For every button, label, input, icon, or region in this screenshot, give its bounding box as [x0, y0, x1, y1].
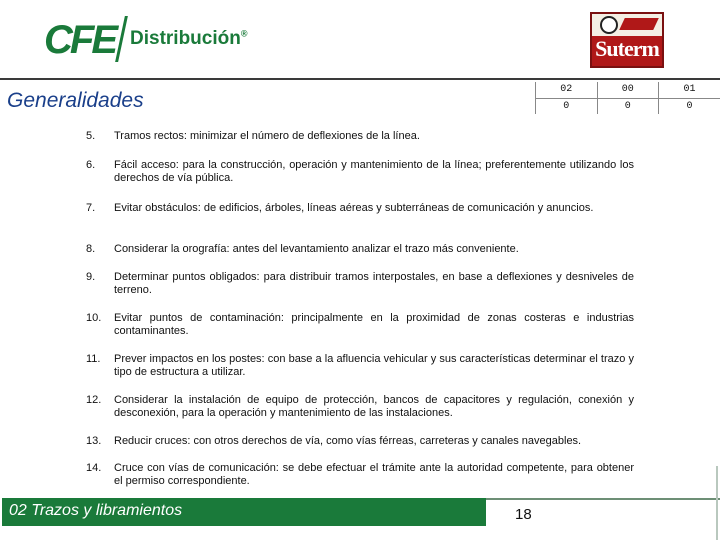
suterm-logo [590, 12, 664, 68]
revision-cell: 00 [597, 82, 659, 98]
lightning-bolt-icon [619, 18, 659, 30]
page-title: Generalidades [7, 89, 144, 112]
registered-mark: ® [240, 28, 248, 39]
list-item [86, 130, 634, 143]
item-number: 7. [86, 202, 96, 214]
cfe-logo-mark: CFE [44, 18, 115, 62]
revision-cell: 0 [597, 98, 659, 114]
revision-table [535, 82, 720, 114]
item-number: 13. [86, 435, 102, 447]
logo-divider [115, 16, 128, 62]
item-text: Fácil acceso: para la construcción, operación y mantenimiento de la línea; preferentemente utilizando los derechos de vía pública. [114, 159, 634, 184]
logo-subtitle-text: Distribución [130, 28, 241, 49]
item-number: 11. [86, 353, 101, 365]
logo-subtitle [130, 28, 247, 50]
revision-cell: 0 [659, 98, 720, 114]
item-text: Evitar obstáculos: de edificios, árboles, líneas aéreas y subterráneas de comunicación y anuncios. [114, 202, 594, 214]
item-number: 9. [86, 271, 96, 283]
item-number: 12. [86, 394, 102, 406]
item-number: 10. [86, 312, 102, 324]
list-item [86, 159, 634, 185]
list-item [86, 462, 634, 488]
list-item [86, 312, 634, 338]
revision-row [536, 98, 720, 114]
list-item [86, 353, 634, 379]
revision-cell: 02 [536, 82, 598, 98]
footer-section-bar [2, 498, 486, 526]
item-number: 8. [86, 243, 96, 255]
revision-cell: 0 [536, 98, 598, 114]
item-text: Tramos rectos: minimizar el número de deflexiones de la línea. [114, 130, 420, 142]
item-text: Prever impactos en los postes: con base a la afluencia vehicular y sus características determinar el trazo y tipo de estructura a utilizar. [114, 353, 634, 378]
footer-edge-decoration [716, 466, 718, 540]
footer-divider [486, 498, 720, 500]
item-text: Cruce con vías de comunicación: se debe efectuar el trámite ante la autoridad competente, para obtener el permiso correspondiente. [114, 462, 634, 487]
item-number: 14. [86, 462, 102, 474]
header-divider [0, 78, 720, 80]
revision-cell: 01 [659, 82, 720, 98]
list-item [86, 243, 634, 256]
list-item [86, 271, 634, 297]
item-number: 5. [86, 130, 96, 142]
gear-emblem-icon [600, 16, 618, 34]
footer-section-title: 02 Trazos y libramientos [9, 502, 183, 519]
item-text: Considerar la orografía: antes del levantamiento analizar el trazo más conveniente. [114, 243, 519, 255]
item-number: 6. [86, 159, 96, 171]
revision-row [536, 82, 720, 98]
list-item [86, 202, 634, 215]
item-text: Considerar la instalación de equipo de protección, bancos de capacitores y regulación, conexión y desconexión, para la operación y mantenimiento de las instalaciones. [114, 394, 634, 419]
item-text: Reducir cruces: con otros derechos de vía, como vías férreas, carreteras y canales navegables. [114, 435, 582, 447]
item-text: Evitar puntos de contaminación: principalmente en la proximidad de zonas costeras e industrias contaminantes. [114, 312, 634, 337]
list-item [86, 394, 634, 420]
list-item [86, 435, 634, 448]
page-number: 18 [515, 506, 532, 523]
cfe-distribucion-logo [44, 14, 248, 64]
suterm-logo-text: Suterm [595, 36, 659, 61]
item-text: Determinar puntos obligados: para distribuir tramos interpostales, en base a deflexiones y desniveles de terreno. [114, 271, 634, 296]
